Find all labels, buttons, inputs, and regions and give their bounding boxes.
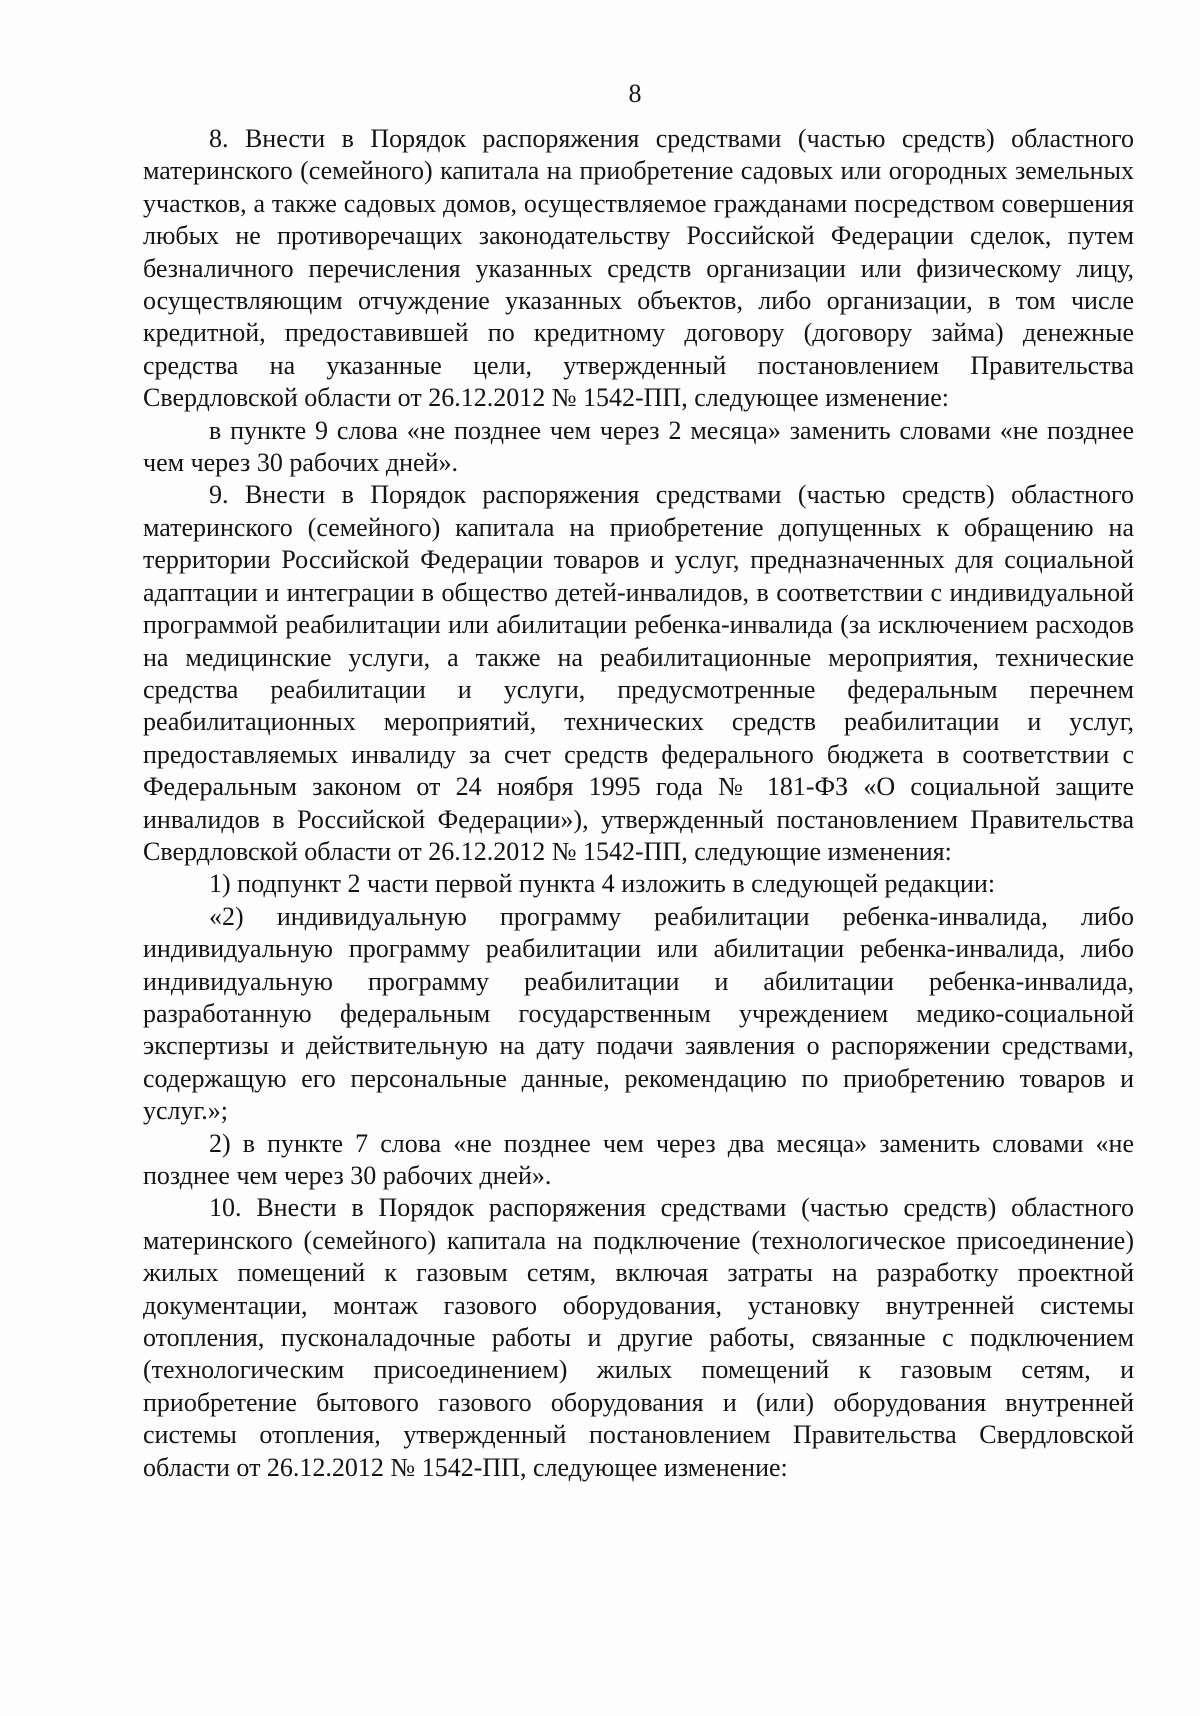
paragraph-item-8-change: в пункте 9 слова «не позднее чем через 2 месяца» заменить словами «не позднее чем через 30 рабочих дней». <box>143 415 1134 478</box>
paragraph-item-10: 10. Внести в Порядок распоряжения средствами (частью средств) областного материнского (семейного) капитала на подключение (технологическое присоединение) жилых помещений к газовым сетям, включая затраты на разработку проектной документации, монтаж газового оборудования, установку внутренней системы отопления, пусконаладочные работы и другие работы, связанные с подключением (технологическим присоединением) жилых помещений к газовым сетям, и приобретение бытового газового оборудования и (или) оборудования внутренней системы отопления, утвержденный постановлением Правительства Свердловской области от 26.12.2012 № 1542-ПП, следующее изменение: <box>143 1193 1134 1482</box>
paragraph-subitem-1: 1) подпункт 2 части первой пункта 4 изложить в следующей редакции: <box>209 869 996 899</box>
document-body <box>143 123 1134 1484</box>
paragraph-subitem-2: 2) в пункте 7 слова «не позднее чем через два месяца» заменить словами «не позднее чем через 30 рабочих дней». <box>143 1128 1134 1190</box>
paragraph-item-9: 9. Внести в Порядок распоряжения средствами (частью средств) областного материнского (семейного) капитала на приобретение допущенных к обращению на территории Российской Федерации товаров и услуг, предназначенных для социальной адаптации и интеграции в общество детей-инвалидов, в соответствии с индивидуальной программой реабилитации или абилитации ребенка-инвалида (за исключением расходов на медицинские услуги, а также на реабилитационные мероприятия, технические средства реабилитации и услуги, предусмотренные федеральным перечнем реабилитационных мероприятий, технических средств реабилитации и услуг, предоставляемых инвалиду за счет средств федерального бюджета в соответствии с Федеральным законом от 24 ноября 1995 года № 181-ФЗ «О социальной защите инвалидов в Российской Федерации»), утвержденный постановлением Правительства Свердловской области от 26.12.2012 № 1542-ПП, следующие изменения: <box>143 480 1134 866</box>
paragraph-quoted-subitem-2: «2) индивидуальную программу реабилитации ребенка-инвалида, либо индивидуальную программу реабилитации или абилитации ребенка-инвалида, либо индивидуальную программу реабилитации и абилитации ребенка-инвалида, разработанную федеральным государственным учреждением медико-социальной экспертизы и действительную на дату подачи заявления о распоряжении средствами, содержащую его персональные данные, рекомендацию по приобретению товаров и услуг.»; <box>143 901 1134 1126</box>
page-number: 8 <box>628 79 642 108</box>
paragraph-item-8: 8. Внести в Порядок распоряжения средствами (частью средств) областного материнского (семейного) капитала на приобретение садовых или огородных земельных участков, а также садовых домов, осуществляемое гражданами посредством совершения любых не противоречащих законодательству Российской Федерации сделок, путем безналичного перечисления указанных средств организации или физическому лицу, осуществляющим отчуждение указанных объектов, либо организации, в том числе кредитной, предоставившей по кредитному договору (договору займа) денежные средства на указанные цели, утвержденный постановлением Правительства Свердловской области от 26.12.2012 № 1542-ПП, следующее изменение: <box>143 124 1134 413</box>
